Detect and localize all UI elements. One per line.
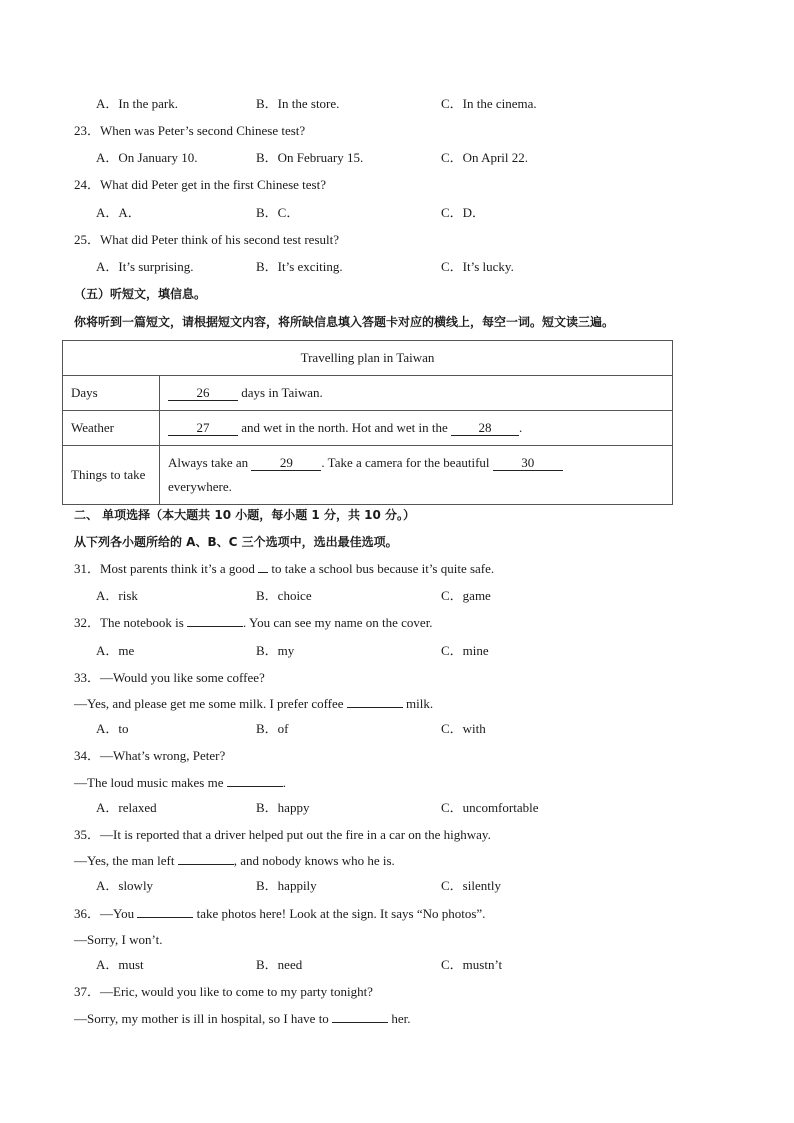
q22-option-c[interactable]: C．In the cinema. [441,96,537,111]
q35-answer [74,853,395,869]
q32-question [74,615,433,631]
q36-option-c[interactable]: C．mustn’t [441,957,503,972]
q34-option-b[interactable]: B．happy [256,800,310,815]
answer-text: . [282,775,286,790]
answer-text: —Yes, and please get me some milk. I prefer coffee [74,696,344,711]
row-text-start: Always take an [168,455,249,470]
section5-instruction: 你将听到一篇短文，请根据短文内容，将所缺信息填入答题卡对应的横线上，每空一词。短文读三遍。 [74,315,615,329]
q32-option-b[interactable]: B．my [256,643,295,658]
q35-option-a[interactable]: A．slowly [96,878,154,893]
blank-26[interactable]: 26 [168,386,238,401]
q25-option-b[interactable]: B．It’s exciting. [256,259,343,274]
blank-30[interactable]: 30 [493,456,563,471]
q31-option-b[interactable]: B．choice [256,588,312,603]
q33-answer [74,696,433,712]
section5-heading: （五）听短文，填信息。 [74,287,207,301]
question-text: 36．—You [74,906,135,921]
question-text: 32．The notebook is [74,615,184,630]
answer-text: —The loud music makes me [74,775,224,790]
q23-option-c[interactable]: C．On April 22. [441,150,529,165]
row-text-end: . [519,420,523,435]
q32-blank[interactable] [187,626,243,627]
answer-text: , and nobody knows who he is. [233,853,395,868]
row-label: Things to take [63,446,160,505]
answer-text: —Yes, the man left [74,853,175,868]
q36-answer: —Sorry, I won’t. [74,932,163,947]
q23-option-a[interactable]: A．On January 10. [96,150,198,165]
q32-option-c[interactable]: C．mine [441,643,489,658]
q24-option-c[interactable]: C．D． [441,205,486,220]
q34-question: 34．—What’s wrong, Peter? [74,748,226,763]
q36-option-a[interactable]: A．must [96,957,144,972]
q24-question: 24．What did Peter get in the first Chinese test? [74,177,326,192]
q31-option-c[interactable]: C．game [441,588,491,603]
answer-text: her. [391,1011,411,1026]
q23-option-b[interactable]: B．On February 15. [256,150,364,165]
blank-28[interactable]: 28 [451,421,519,436]
q36-option-b[interactable]: B．need [256,957,303,972]
row-content [160,376,673,411]
answer-text: —Sorry, my mother is ill in hospital, so I have to [74,1011,329,1026]
q33-option-a[interactable]: A．to [96,721,129,736]
table-row-things [63,446,673,505]
q36-question [74,906,485,922]
q35-option-c[interactable]: C．silently [441,878,501,893]
question-text: to take a school bus because it’s quite safe. [271,561,495,576]
q37-blank[interactable] [332,1022,388,1023]
q24-option-a[interactable]: A．A． [96,205,141,220]
table-title: Travelling plan in Taiwan [63,341,673,376]
question-text: 31．Most parents think it’s a good [74,561,255,576]
section2-heading: 二、 单项选择（本大题共 10 小题，每小题 1 分，共 10 分。） [74,508,415,522]
q34-option-a[interactable]: A．relaxed [96,800,157,815]
q35-option-b[interactable]: B．happily [256,878,317,893]
q24-option-b[interactable]: B．C． [256,205,300,220]
q36-blank[interactable] [137,917,193,918]
q31-option-a[interactable]: A．risk [96,588,138,603]
q31-question [74,561,494,577]
answer-text: milk. [406,696,434,711]
q31-blank[interactable] [258,572,268,573]
blank-29[interactable]: 29 [251,456,321,471]
q32-option-a[interactable]: A．me [96,643,135,658]
q22-option-a[interactable]: A．In the park. [96,96,178,111]
q23-question: 23．When was Peter’s second Chinese test? [74,123,306,138]
question-text: take photos here! Look at the sign. It says “No photos”. [196,906,486,921]
row-label: Weather [63,411,160,446]
row-text: days in Taiwan. [241,385,323,400]
row-label: Days [63,376,160,411]
q22-option-b[interactable]: B．In the store. [256,96,340,111]
question-text: . You can see my name on the cover. [243,615,433,630]
q33-option-c[interactable]: C．with [441,721,486,736]
row-content [160,411,673,446]
q34-answer [74,775,286,791]
q33-blank[interactable] [347,707,403,708]
q37-question: 37．—Eric, would you like to come to my party tonight? [74,984,373,999]
q34-option-c[interactable]: C．uncomfortable [441,800,539,815]
q35-blank[interactable] [178,864,234,865]
q34-blank[interactable] [227,786,283,787]
row-text: and wet in the north. Hot and wet in the [241,420,448,435]
row-text: . Take a camera for the beautiful [321,455,490,470]
q25-option-a[interactable]: A．It’s surprising. [96,259,194,274]
blank-27[interactable]: 27 [168,421,238,436]
q33-question: 33．—Would you like some coffee? [74,670,265,685]
q25-question: 25．What did Peter think of his second test result? [74,232,340,247]
q35-question: 35．—It is reported that a driver helped put out the fire in a car on the highway. [74,827,491,842]
q25-option-c[interactable]: C．It’s lucky. [441,259,514,274]
q33-option-b[interactable]: B．of [256,721,289,736]
row-text-end: everywhere. [168,479,232,494]
table-row-weather [63,411,673,446]
travel-plan-table [62,340,673,505]
q37-answer [74,1011,410,1027]
section2-instruction: 从下列各小题所给的 A、B、C 三个选项中，选出最佳选项。 [74,535,398,549]
table-row-days [63,376,673,411]
row-content [160,446,673,505]
